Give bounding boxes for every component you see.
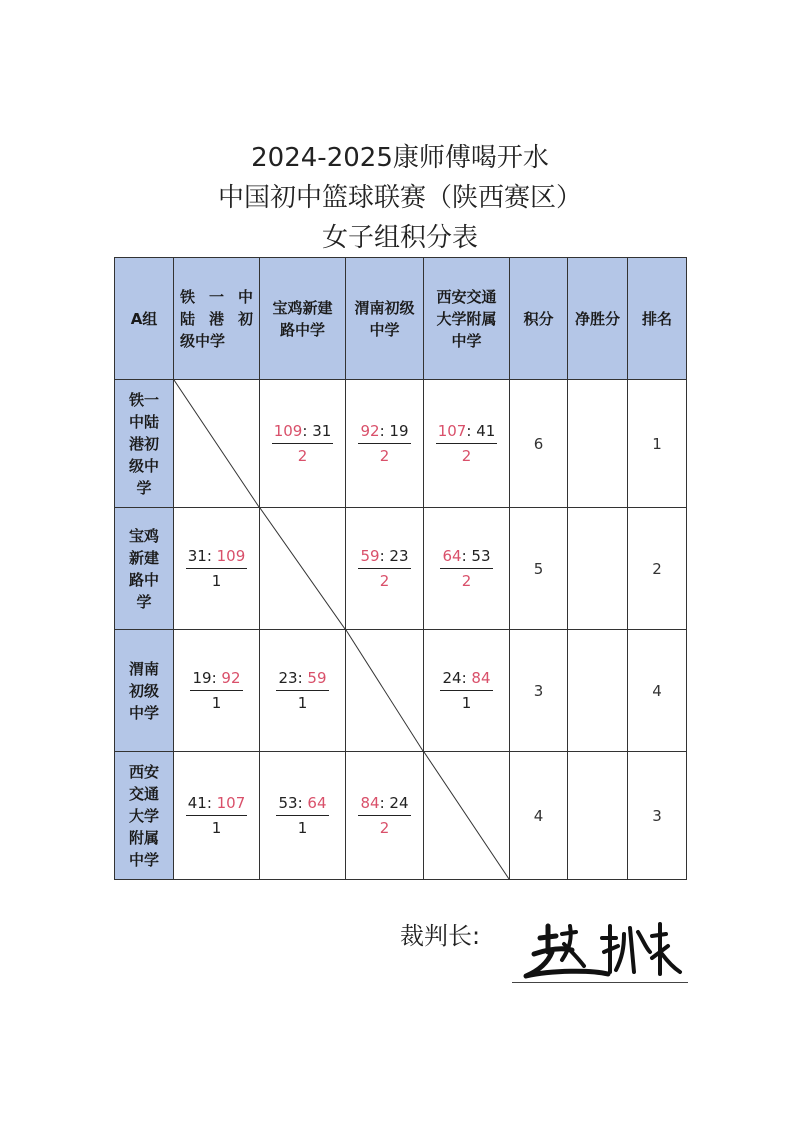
score-away: 109 [216, 547, 246, 565]
score-home: 53 [278, 794, 298, 812]
points-cell: 3 [510, 630, 568, 752]
score-separator: : [466, 422, 477, 440]
score-away: 84 [471, 669, 491, 687]
match-fraction [358, 793, 410, 838]
match-points: 2 [379, 447, 390, 465]
net-points-cell [568, 380, 628, 508]
match-fraction [358, 546, 410, 591]
score-separator: : [379, 547, 390, 565]
score-away: 92 [221, 669, 241, 687]
match-fraction [276, 668, 328, 713]
fraction-line [440, 568, 492, 569]
match-fraction [440, 668, 492, 713]
diagonal-slash [174, 380, 259, 507]
diagonal-slash [424, 752, 509, 879]
score-separator: : [297, 794, 308, 812]
score-away: 53 [471, 547, 491, 565]
match-fraction [436, 421, 498, 466]
fraction-line [358, 443, 410, 444]
title-line-1: 2024-2025康师傅喝开水 [251, 143, 549, 173]
table-row [115, 380, 687, 508]
row-header-team: 宝鸡新建路中学 [115, 508, 174, 630]
fraction-line [276, 690, 328, 691]
match-fraction [358, 421, 410, 466]
rank-cell: 3 [628, 752, 687, 880]
match-result-cell [260, 752, 346, 880]
diagonal-slash [346, 630, 423, 751]
points-cell: 5 [510, 508, 568, 630]
rank-cell: 2 [628, 508, 687, 630]
net-points-cell [568, 508, 628, 630]
match-points: 1 [211, 694, 222, 712]
rank-cell: 1 [628, 380, 687, 508]
match-result-cell [424, 380, 510, 508]
corner-header: A组 [115, 258, 174, 380]
score-home: 109 [273, 422, 303, 440]
fraction-line [186, 815, 248, 816]
score-home: 23 [278, 669, 298, 687]
match-points: 2 [461, 572, 472, 590]
score-home: 41 [187, 794, 207, 812]
diagonal-cell [260, 508, 346, 630]
row-header-team: 渭南初级中学 [115, 630, 174, 752]
col-header-points: 积分 [510, 258, 568, 380]
score-separator: : [297, 669, 308, 687]
score-home: 24 [442, 669, 462, 687]
match-result-cell [424, 630, 510, 752]
score-home: 92 [360, 422, 380, 440]
match-fraction [190, 668, 242, 713]
score-home: 84 [360, 794, 380, 812]
score-separator: : [461, 669, 472, 687]
title-line-2: 中国初中篮球联赛（陕西赛区） [217, 183, 582, 213]
standings-table [114, 257, 687, 880]
match-points: 1 [297, 694, 308, 712]
match-result-cell [174, 508, 260, 630]
match-points: 1 [211, 572, 222, 590]
referee-signature [512, 918, 688, 984]
score-away: 59 [307, 669, 327, 687]
fraction-line [436, 443, 498, 444]
match-points: 1 [297, 819, 308, 837]
net-points-cell [568, 630, 628, 752]
fraction-line [186, 568, 248, 569]
match-fraction [440, 546, 492, 591]
title-line-3: 女子组积分表 [321, 223, 478, 253]
diagonal-cell [346, 630, 424, 752]
diagonal-cell [424, 752, 510, 880]
col-header-team-4: 西安交通大学附属中学 [424, 258, 510, 380]
score-home: 31 [187, 547, 207, 565]
score-away: 31 [312, 422, 332, 440]
match-points: 2 [379, 819, 390, 837]
score-home: 107 [437, 422, 467, 440]
header-row [115, 258, 687, 380]
fraction-line [358, 815, 410, 816]
table-row [115, 752, 687, 880]
match-result-cell [346, 752, 424, 880]
score-away: 23 [389, 547, 409, 565]
match-result-cell [346, 508, 424, 630]
score-separator: : [379, 422, 390, 440]
match-points: 2 [461, 447, 472, 465]
score-away: 107 [216, 794, 246, 812]
match-fraction [186, 546, 248, 591]
score-separator: : [461, 547, 472, 565]
match-result-cell [174, 752, 260, 880]
match-fraction [276, 793, 328, 838]
points-cell: 4 [510, 752, 568, 880]
score-away: 64 [307, 794, 327, 812]
diagonal-cell [174, 380, 260, 508]
points-cell: 6 [510, 380, 568, 508]
score-separator: : [302, 422, 313, 440]
match-result-cell [346, 380, 424, 508]
score-separator: : [211, 669, 222, 687]
match-result-cell [424, 508, 510, 630]
score-separator: : [206, 547, 217, 565]
score-away: 19 [389, 422, 409, 440]
score-home: 59 [360, 547, 380, 565]
col-header-net: 净胜分 [568, 258, 628, 380]
row-header-team: 铁一中陆港初级中学 [115, 380, 174, 508]
match-points: 2 [379, 572, 390, 590]
signature-line [512, 982, 688, 983]
fraction-line [276, 815, 328, 816]
fraction-line [190, 690, 242, 691]
col-header-team-2: 宝鸡新建路中学 [260, 258, 346, 380]
match-points: 2 [297, 447, 308, 465]
rank-cell: 4 [628, 630, 687, 752]
table-row [115, 630, 687, 752]
score-separator: : [379, 794, 390, 812]
match-result-cell [260, 630, 346, 752]
referee-label: 裁判长: [400, 922, 481, 950]
match-result-cell [260, 380, 346, 508]
match-points: 1 [211, 819, 222, 837]
score-separator: : [206, 794, 217, 812]
match-result-cell [174, 630, 260, 752]
fraction-line [358, 568, 410, 569]
score-home: 64 [442, 547, 462, 565]
match-fraction [186, 793, 248, 838]
match-points: 1 [461, 694, 472, 712]
score-home: 19 [192, 669, 212, 687]
col-header-rank: 排名 [628, 258, 687, 380]
row-header-team: 西安交通大学附属中学 [115, 752, 174, 880]
match-fraction [272, 421, 334, 466]
col-header-team-3: 渭南初级中学 [346, 258, 424, 380]
col-header-team-1: 铁 一 中 陆 港 初 级中学 [174, 258, 260, 380]
fraction-line [272, 443, 334, 444]
diagonal-slash [260, 508, 345, 629]
fraction-line [440, 690, 492, 691]
score-away: 41 [476, 422, 496, 440]
score-away: 24 [389, 794, 409, 812]
table-row [115, 508, 687, 630]
net-points-cell [568, 752, 628, 880]
